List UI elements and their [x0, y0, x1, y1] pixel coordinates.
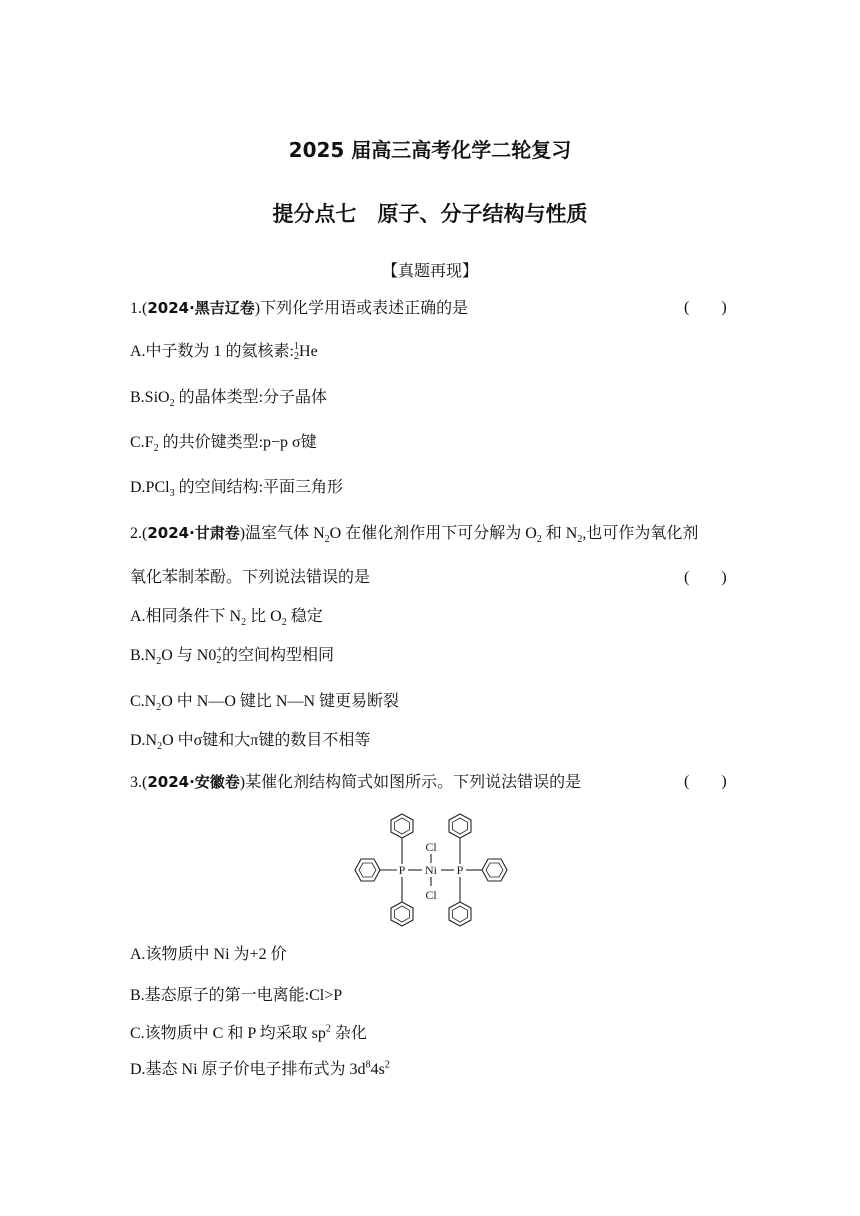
option-text: 的晶体类型:分子晶体	[174, 389, 328, 406]
option-a: A.该物质中 Ni 为+2 价	[130, 946, 287, 963]
atomic-number: 2	[294, 351, 300, 363]
question-1-stem	[130, 298, 468, 319]
option-d	[130, 478, 343, 498]
chlorine-label: Cl	[425, 888, 437, 902]
option-text: 的空间构型相同	[222, 647, 335, 664]
subscript: 2	[281, 617, 287, 629]
phosphorus-label: P	[456, 863, 464, 877]
option-a	[130, 342, 318, 362]
subscript: 2	[153, 443, 159, 455]
ion-charge: +	[216, 645, 222, 657]
subscript: 2	[536, 534, 542, 546]
question-2-stem	[130, 523, 698, 544]
question-2-stem-line2: 氧化苯制苯酚。下列说法错误的是	[130, 569, 371, 586]
phosphorus-label: P	[398, 863, 406, 877]
subscript: 2	[156, 656, 162, 668]
option-text: C.F	[130, 434, 154, 451]
option-c	[130, 1024, 367, 1044]
question-source: 2024·黑吉辽卷	[147, 299, 255, 317]
option-text: O 中 N—O 键比 N—N 键更易断裂	[161, 693, 400, 710]
option-text: 杂化	[330, 1025, 367, 1042]
question-source: 2024·甘肃卷	[147, 524, 240, 542]
option-b	[130, 388, 327, 408]
document-title: 2025 届高三高考化学二轮复习	[288, 138, 572, 162]
option-text: D.N	[130, 732, 158, 749]
question-text: )温室气体 N	[239, 525, 325, 542]
subscript: 2	[324, 534, 330, 546]
option-d	[130, 731, 370, 751]
option-text: 比 O	[246, 608, 282, 625]
question-text: ,也可作为氧化剂	[582, 525, 699, 542]
option-text: A.相同条件下 N	[130, 608, 242, 625]
nickel-label: Ni	[425, 863, 437, 877]
option-text: D.PCl	[130, 479, 170, 496]
question-text: )某催化剂结构简式如图所示。下列说法错误的是	[239, 774, 582, 791]
option-b	[130, 646, 334, 666]
option-text: C.该物质中 C 和 P 均采取 sp	[130, 1025, 326, 1042]
question-text: 和 N	[541, 525, 578, 542]
option-a	[130, 607, 323, 627]
question-text: O 在催化剂作用下可分解为 O	[329, 525, 537, 542]
option-text: D.基态 Ni 原子价电子排布式为 3d	[130, 1061, 366, 1078]
question-number: 3.(	[130, 774, 148, 791]
question-source: 2024·安徽卷	[147, 773, 240, 791]
chlorine-label: Cl	[425, 840, 437, 854]
superscript: 2	[325, 1023, 331, 1035]
element-symbol: He	[299, 343, 318, 360]
option-text: A.中子数为 1 的氦核素:	[130, 343, 295, 360]
answer-parentheses: ( )	[684, 299, 727, 316]
option-d	[130, 1060, 390, 1080]
question-3-stem	[130, 772, 581, 793]
question-text: )下列化学用语或表述正确的是	[254, 300, 469, 317]
subscript: 2	[156, 702, 162, 714]
question-number: 1.(	[130, 300, 148, 317]
answer-parentheses: ( )	[684, 569, 727, 586]
subscript: 2	[241, 617, 247, 629]
option-c	[130, 433, 317, 453]
subscript: 2	[169, 398, 175, 410]
option-text: 的空间结构:平面三角形	[174, 479, 344, 496]
subscript: 2	[577, 534, 583, 546]
option-text: O 与 N0	[161, 647, 217, 664]
option-text: B.N	[130, 647, 157, 664]
superscript: 8	[365, 1059, 371, 1071]
document-subtitle: 提分点七 原子、分子结构与性质	[272, 202, 588, 226]
option-text: 稳定	[286, 608, 323, 625]
option-text: 4s	[370, 1061, 385, 1078]
option-c	[130, 692, 399, 712]
question-number: 2.(	[130, 525, 148, 542]
option-text: O 中σ键和大π键的数目不相等	[162, 732, 371, 749]
subscript: 2	[216, 655, 222, 667]
superscript: 2	[384, 1059, 390, 1071]
subscript: 2	[157, 741, 163, 753]
subscript: 3	[169, 488, 175, 500]
catalyst-structure-diagram	[348, 808, 518, 932]
option-text: B.SiO	[130, 389, 170, 406]
option-b: B.基态原子的第一电离能:Cl>P	[130, 987, 343, 1004]
section-label: 【真题再现】	[381, 263, 478, 280]
option-text: 的共价键类型:p−p σ键	[158, 434, 317, 451]
answer-parentheses: ( )	[684, 773, 727, 790]
option-text: C.N	[130, 693, 157, 710]
mass-number: 1	[294, 341, 300, 353]
